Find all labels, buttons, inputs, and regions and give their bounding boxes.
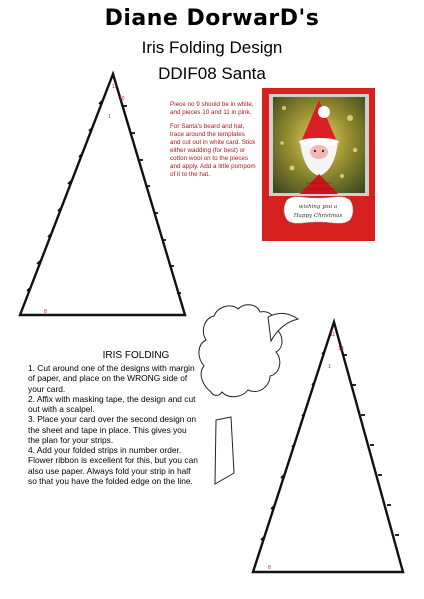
beard-outline xyxy=(199,305,282,397)
svg-text:11: 11 xyxy=(330,332,336,338)
svg-text:11: 11 xyxy=(112,84,118,90)
svg-text:8: 8 xyxy=(268,565,271,571)
svg-text:10: 10 xyxy=(338,346,344,352)
template-marks-left xyxy=(27,101,181,293)
design-code: DDIF08 Santa xyxy=(158,64,266,83)
template-outline-left xyxy=(20,74,185,315)
santa-card-photo xyxy=(262,88,375,241)
instruction-step: 3. Place your card over the second design on the sheet and tape in place. This gives you the plan for your strips. xyxy=(28,414,197,445)
instruction-step: 4. Add your folded strips in number order. Flower ribbon is excellent for this, but you can also use paper. Always fold your strip in half so that you have the folded edge on the line. xyxy=(28,445,198,486)
instruction-step: 2. Affix with masking tape, the design and cut out with a scalpel. xyxy=(28,393,196,414)
template-marks-right xyxy=(261,351,399,540)
caption-line-2: Happy Christmas xyxy=(293,213,343,219)
greeting-tag xyxy=(284,197,353,224)
svg-text:8: 8 xyxy=(44,309,47,315)
template-outline-right xyxy=(253,322,403,572)
design-subtitle: Iris Folding Design xyxy=(141,38,283,57)
instructions-heading: IRIS FOLDING xyxy=(102,350,170,361)
note-paragraph-2: For Santa's beard and hat, trace around the templates and cut out in white card. Stick either wadding (for best) or cotton wool on to the pieces and apply. Add a little pompom of it to the hat. xyxy=(170,123,256,179)
brand-title: Diane DorwarD's xyxy=(104,6,320,31)
instructions-list xyxy=(28,363,200,486)
instruction-step: 1. Cut around one of the designs with margin of paper, and place on the WRONG side of your card. xyxy=(28,363,195,394)
hat-outline xyxy=(268,313,298,341)
svg-text:1: 1 xyxy=(108,114,111,120)
svg-text:10: 10 xyxy=(119,96,125,102)
pompom-outline xyxy=(215,417,234,484)
note-paragraph-1: Piece no 9 should be in white, and pieces 10 and 11 in pink. xyxy=(170,101,254,117)
svg-text:1: 1 xyxy=(328,364,331,370)
caption-line-1: wishing you a xyxy=(298,204,338,210)
instruction-note xyxy=(170,101,256,185)
